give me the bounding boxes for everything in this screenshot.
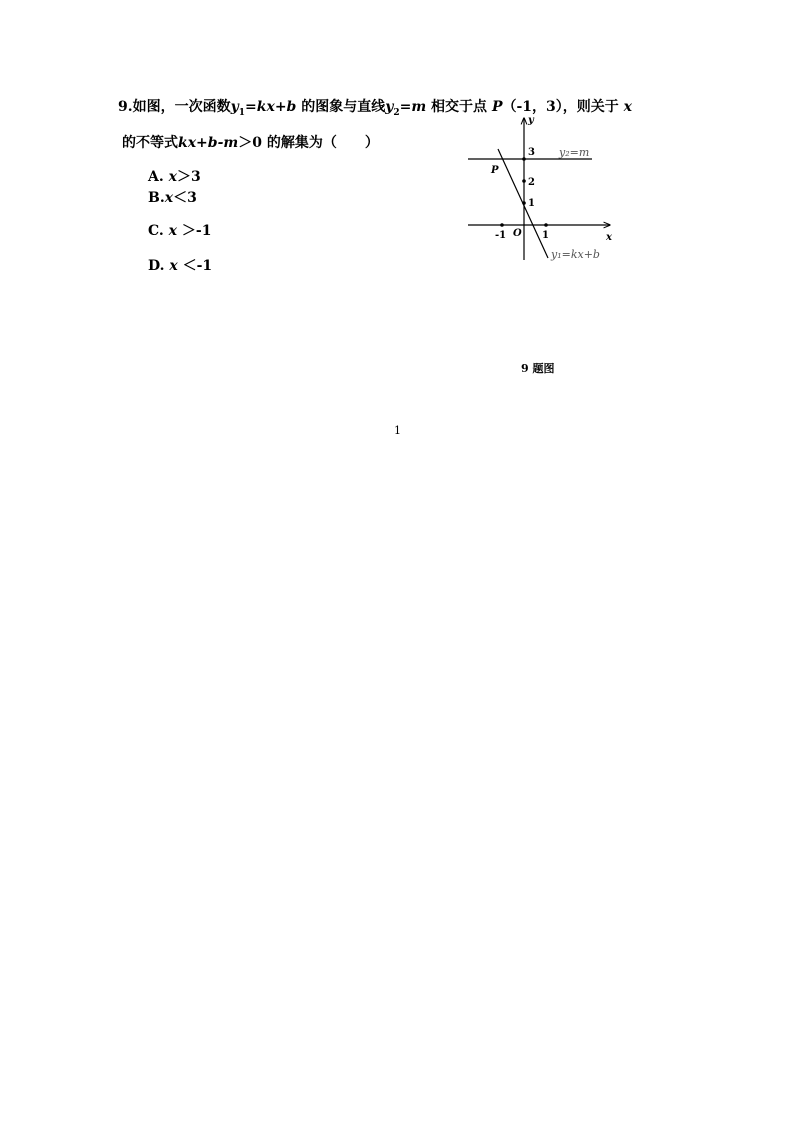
question-text: 的图象与直线 (296, 99, 386, 115)
option-c (148, 220, 211, 240)
point-y-3 (522, 157, 526, 161)
option-b (148, 187, 197, 207)
option-a (148, 166, 201, 186)
tick-label-x1: 1 (542, 230, 549, 241)
point-p-label: P (491, 99, 503, 115)
option-relation: ＜3 (173, 190, 197, 206)
tick-label-3: 3 (528, 147, 535, 158)
formula-kx-b: kx+b (256, 99, 297, 115)
question-text: ＞0 的解集为（ ） (238, 135, 379, 151)
formula-y: y (230, 99, 239, 115)
option-variable: x (168, 223, 178, 239)
origin-label: O (513, 228, 522, 239)
function-graph-figure (462, 112, 622, 268)
point-y-1 (522, 201, 526, 205)
variable-x: x (623, 99, 632, 115)
option-relation: ＜-1 (182, 258, 213, 274)
point-p-label: P (491, 165, 499, 176)
point-x-1 (544, 223, 548, 227)
y-axis-label: y (528, 115, 534, 126)
question-line-2 (122, 132, 379, 152)
option-variable: x (168, 169, 177, 185)
formula-subscript: 2 (393, 107, 400, 118)
formula-equals: = (245, 99, 257, 115)
option-letter: C. (148, 223, 164, 239)
option-variable: x (164, 190, 174, 206)
option-letter: D. (148, 258, 165, 274)
question-text: 如图，一次函数 (132, 99, 231, 115)
option-relation: ＞3 (176, 169, 201, 185)
x-axis-label: x (606, 232, 612, 243)
point-y-2 (522, 179, 526, 183)
inequality-expression: kx+b-m (178, 135, 239, 151)
option-relation: ＞-1 (181, 223, 212, 239)
formula-subscript: 1 (238, 107, 246, 118)
page-number: 1 (394, 424, 401, 437)
formula-equals: = (399, 99, 412, 115)
tick-label-1: 1 (528, 198, 535, 209)
option-d (148, 255, 212, 275)
line-y1-label: y₁=kx+b (551, 248, 600, 261)
question-text: 相交于点 (426, 99, 492, 115)
figure-caption: 9 题图 (521, 362, 555, 375)
option-variable: x (169, 258, 178, 274)
line-y2-label: y₂=m (559, 146, 590, 159)
question-number: 9. (118, 99, 133, 115)
option-letter: B. (148, 190, 165, 206)
tick-label-neg1: -1 (495, 230, 507, 241)
formula-m: m (411, 99, 427, 115)
formula-y: y (385, 99, 394, 115)
option-letter: A. (148, 169, 164, 185)
tick-label-2: 2 (528, 177, 535, 188)
question-text: （-1，3），则关于 (502, 99, 624, 115)
question-text: 的不等式 (122, 135, 178, 151)
point-x-neg1 (500, 223, 504, 227)
